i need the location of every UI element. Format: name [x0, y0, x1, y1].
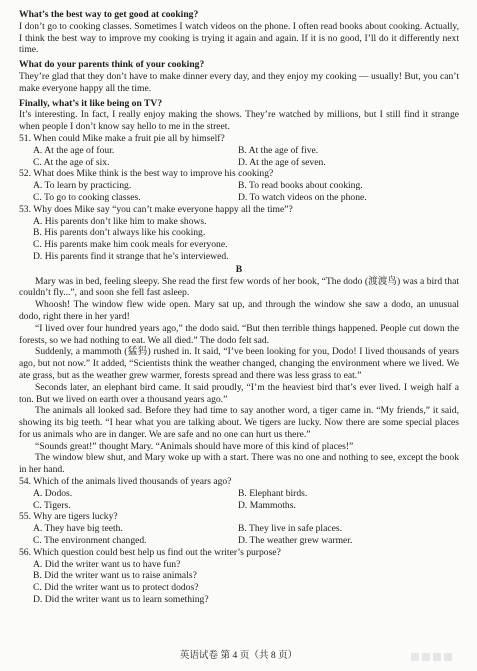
story-paragraph: Suddenly, a mammoth (猛犸) rushed in. It said, “I’ve been looking for you, Dodo! I lived thousands of years ago, but not now.” It added, “Scientists think the weather changed, changing the environment where we lived. We ate grass, but as the weather grew warmer, forests spread and there was less grass to eat.”: [19, 346, 459, 381]
questions-section-b: [19, 476, 459, 606]
answer-option: C. At the age of six.: [33, 156, 110, 168]
story-paragraph: Whoosh! The window flew wide open. Mary sat up, and through the window she saw a dodo, an unusual dodo, right there in her yard!: [19, 299, 459, 322]
story-paragraph: Mary was in bed, feeling sleepy. She read the first few words of her book, “The dodo (渡渡鸟) was a bird that couldn’t fly...”, and soon she fell fast asleep.: [19, 275, 459, 299]
story-paragraph: The animals all looked sad. Before they had time to say another word, a tiger came in. “My friends,” it said, showing its big teeth. “I hear what you are talking about. We tigers are lucky. Now there are some special places for us animals who are in danger. We are safe and no one can hurt us there.”: [19, 405, 459, 440]
story-paragraph: “Sounds great!” thought Mary. “Animals should have more of this kind of places!”: [35, 440, 354, 452]
answer-option: A. To learn by practicing.: [33, 180, 132, 192]
answer-option: B. Elephant birds.: [238, 487, 308, 499]
interview-question-3: Finally, what’s it like being on TV?: [19, 97, 163, 109]
question-stem: 53. Why does Mike say “you can’t make everyone happy all the time”?: [19, 203, 293, 215]
question-block: [19, 168, 459, 203]
answer-option: C. Tigers.: [33, 499, 71, 511]
answer-option: B. His parents don’t always like his cooking.: [33, 227, 206, 239]
question-block: [19, 204, 459, 263]
answer-options: [19, 145, 459, 169]
answer-option: A. His parents don’t like him to make shows.: [33, 215, 207, 227]
answer-option: A. Dodos.: [33, 487, 73, 499]
answer-option: D. At the age of seven.: [238, 156, 326, 168]
answer-option: D. His parents find it strange that he’s interviewed.: [33, 250, 229, 262]
answer-options: [19, 523, 459, 547]
answer-option: A. Did the writer want us to have fun?: [33, 558, 181, 570]
question-stem: 54. Which of the animals lived thousands of years ago?: [19, 476, 232, 488]
answer-option: C. His parents make him cook meals for everyone.: [33, 239, 228, 251]
story-paragraph: The window blew shut, and Mary woke up with a start. There was no one and nothing to see, except the book in her hand.: [19, 452, 459, 476]
story-paragraph: “I lived over four hundred years ago,” the dodo said. “But then terrible things happened. People cut down the forests, so we had nothing to eat. We all died.” The dodo felt sad.: [19, 322, 459, 346]
question-block: [19, 476, 459, 511]
question-stem: 51. When could Mike make a fruit pie all by himself?: [19, 132, 225, 144]
answer-option: A. They have big teeth.: [33, 523, 123, 535]
question-block: [19, 547, 459, 606]
interview-answer-3: It’s interesting. In fact, I really enjoy making the shows. They’re watched by millions, but I still find it strange when people I don’t know say hello to me in the street.: [19, 109, 459, 133]
answer-option: B. Did the writer want us to raise animals?: [33, 570, 197, 582]
question-stem: 55. Why are tigers lucky?: [19, 511, 118, 523]
interview-answer-2: They’re glad that they don’t have to make dinner every day, and they enjoy my cooking — usually! But, you can’t make everyone happy all the time.: [19, 70, 459, 94]
answer-option: A. At the age of four.: [33, 144, 115, 156]
answer-option: D. The weather grew warmer.: [238, 535, 353, 547]
questions-section-a: [19, 133, 459, 263]
interview-answer-1: I don’t go to cooking classes. Sometimes I watch videos on the phone. I often read books about cooking. Actually, I think the best way to improve my cooking is trying it again and again. If it is no good, I’ll do it differently next time.: [19, 20, 459, 56]
question-block: [19, 511, 459, 546]
question-stem: 56. Which question could best help us find out the writer’s purpose?: [19, 546, 281, 558]
answer-option: D. To watch videos on the phone.: [238, 191, 367, 203]
question-stem: 52. What does Mike think is the best way to improve his cooking?: [19, 168, 274, 180]
answer-option: C. Did the writer want us to protect dodos?: [33, 582, 199, 594]
answer-option: B. To read books about cooking.: [238, 180, 363, 192]
watermark: [411, 653, 471, 667]
interview-question-2: What do your parents think of your cooking?: [19, 59, 205, 71]
answer-option: B. At the age of five.: [238, 144, 319, 156]
answer-option: D. Mammoths.: [238, 499, 296, 511]
question-block: [19, 133, 459, 168]
answer-option: C. To go to cooking classes.: [33, 191, 141, 203]
page-footer: 英语试卷 第 4 页（共 8 页）: [179, 650, 298, 661]
answer-option: C. The environment changed.: [33, 535, 147, 547]
interview-question-1: What’s the best way to get good at cooking?: [19, 9, 199, 20]
section-b-heading: B: [235, 263, 243, 275]
answer-option: B. They live in safe places.: [238, 523, 342, 535]
answer-options: [19, 180, 459, 204]
answer-option: D. Did the writer want us to learn something?: [33, 594, 209, 606]
story-passage: [19, 276, 459, 477]
story-paragraph: Seconds later, an elephant bird came. It said proudly, “I’m the heaviest bird that’s ever lived. I weigh half a ton. But we lived on earth over a thousand years ago.”: [19, 381, 459, 405]
answer-options: [19, 488, 459, 512]
